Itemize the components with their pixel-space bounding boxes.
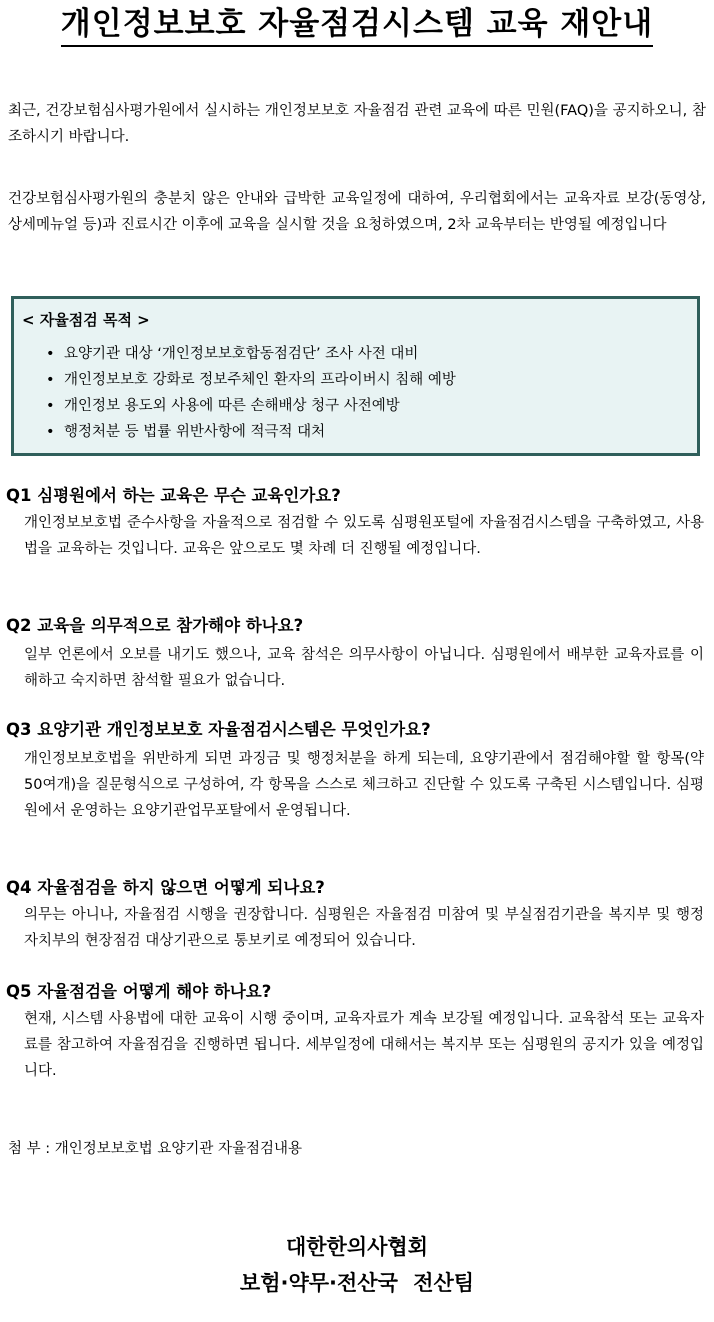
purpose-item: • 행정처분 등 법률 위반사항에 적극적 대처 (46, 419, 456, 445)
faq-answer-2: 일부 언론에서 오보를 내기도 했으나, 교육 참석은 의무사항이 아닙니다. 심평원에서 배부한 교육자료를 이해하고 숙지하면 참석할 필요가 없습니다. (24, 647, 704, 689)
footer-organization: 대한한의사협회 (285, 1235, 428, 1259)
purpose-item: • 개인정보보호 강화로 정보주체인 환자의 프라이버시 침해 예방 (46, 367, 456, 393)
bullet-icon: • (46, 424, 55, 440)
faq-question-4: Q4 자율점검을 하지 않으면 어떻게 되나요? (6, 878, 325, 897)
bullet-icon: • (46, 398, 55, 414)
faq-answer-4: 의무는 아니나, 자율점검 시행을 권장합니다. 심평원은 자율점검 미참여 및 부실점검기관을 복지부 및 행정자치부의 현장점검 대상기관으로 통보키로 예정되어 있습니다. (24, 907, 704, 949)
purpose-box-title: < 자율점검 목적 > (22, 311, 150, 329)
faq-answer-5: 현재, 시스템 사용법에 대한 교육이 시행 중이며, 교육자료가 계속 보강될 예정입니다. 교육참석 또는 교육자료를 참고하여 자율점검을 진행하면 됩니다. 세부일정에 대해서는 복지부 또는 심평원의 공지가 있을 예정입니다. (24, 1011, 704, 1079)
attachment-note: 첨 부 : 개인정보보호법 요양기관 자율점검내용 (8, 1141, 303, 1157)
footer-department: 보험·약무·전산국 전산팀 (239, 1271, 475, 1295)
purpose-box (11, 296, 700, 456)
bullet-icon: • (46, 346, 55, 362)
faq-answer-1: 개인정보보호법 준수사항을 자율적으로 점검할 수 있도록 심평원포털에 자율점검시스템을 구축하였고, 사용법을 교육하는 것입니다. 교육은 앞으로도 몇 차례 더 진행될 예정입니다. (24, 515, 704, 557)
faq-question-5: Q5 자율점검을 어떻게 해야 하나요? (6, 982, 272, 1001)
purpose-list (46, 341, 456, 445)
page-title: 개인정보보호 자율점검시스템 교육 재안내 (0, 4, 714, 47)
intro-paragraph-2: 건강보험심사평가원의 충분치 않은 안내와 급박한 교육일정에 대하여, 우리협회에서는 교육자료 보강(동영상, 상세메뉴얼 등)과 진료시간 이후에 교육을 실시할 것을 요청하였으며, 2차 교육부터는 반영될 예정입니다 (8, 191, 706, 233)
purpose-item: • 개인정보 용도외 사용에 따른 손해배상 청구 사전예방 (46, 393, 456, 419)
faq-answer-3: 개인정보보호법을 위반하게 되면 과징금 및 행정처분을 하게 되는데, 요양기관에서 점검해야할 할 항목(약 50여개)을 질문형식으로 구성하여, 각 항목을 스스로 체크하고 진단할 수 있도록 구축된 시스템입니다. 심평원에서 운영하는 요양기관업무포탈에서 운영됩니다. (24, 751, 704, 819)
purpose-item: • 요양기관 대상 ‘개인정보보호합동점검단’ 조사 사전 대비 (46, 341, 456, 367)
intro-paragraph-1: 최근, 건강보험심사평가원에서 실시하는 개인정보보호 자율점검 관련 교육에 따른 민원(FAQ)을 공지하오니, 참조하시기 바랍니다. (8, 103, 706, 145)
faq-question-1: Q1 심평원에서 하는 교육은 무슨 교육인가요? (6, 486, 341, 505)
faq-question-2: Q2 교육을 의무적으로 참가해야 하나요? (6, 616, 304, 635)
bullet-icon: • (46, 372, 55, 388)
faq-question-3: Q3 요양기관 개인정보보호 자율점검시스템은 무엇인가요? (6, 720, 431, 739)
